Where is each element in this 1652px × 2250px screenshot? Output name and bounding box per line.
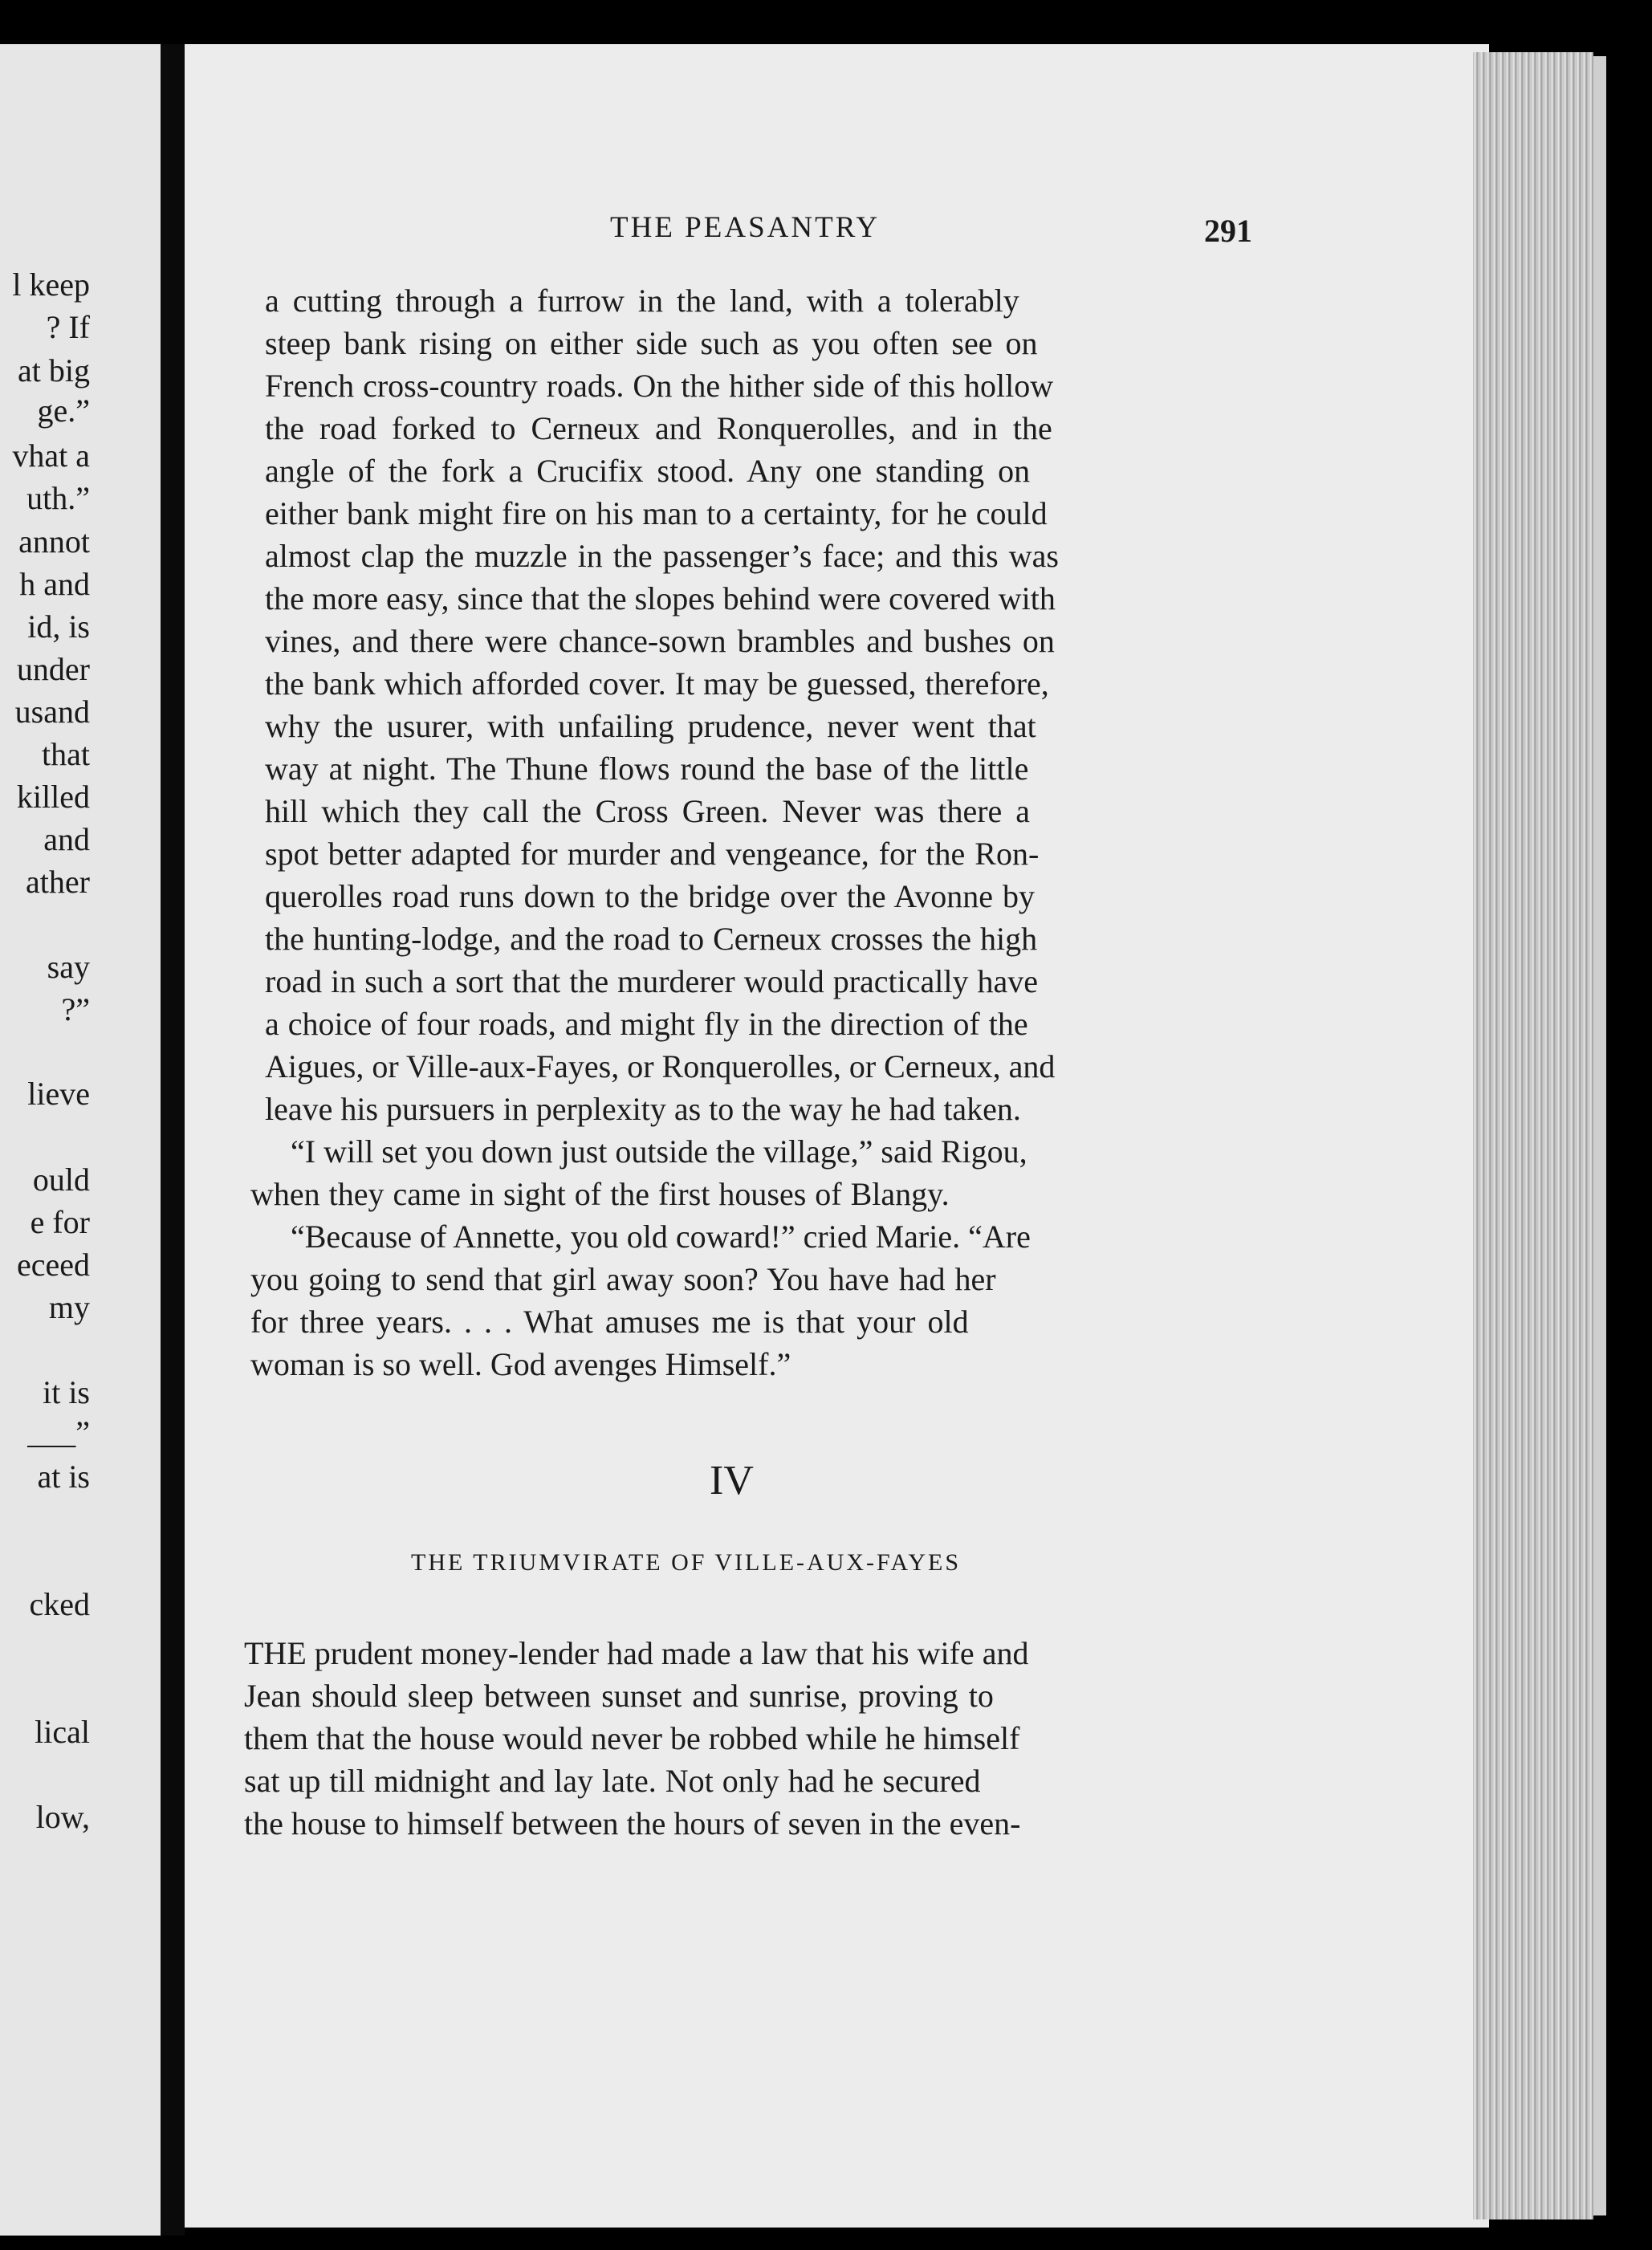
page-fore-edge bbox=[1473, 52, 1593, 2219]
previous-page-fragment: say bbox=[47, 949, 90, 985]
previous-page-fragment: lieve bbox=[27, 1076, 90, 1112]
previous-page-fragment: killed bbox=[16, 779, 90, 815]
text-line: when they came in sight of the first houses of Blangy. bbox=[250, 1176, 950, 1212]
text-line: a cutting through a furrow in the land, with a tolerably bbox=[265, 283, 1019, 319]
previous-page-fragment: it is bbox=[43, 1374, 90, 1410]
page-number: 291 bbox=[1204, 213, 1252, 249]
text-line: road in such a sort that the murderer would practically have bbox=[265, 963, 1038, 999]
previous-page-fragment: ___” bbox=[27, 1414, 90, 1450]
text-line: leave his pursuers in perplexity as to the way he had taken. bbox=[265, 1091, 1021, 1127]
previous-page-fragment: that bbox=[42, 736, 90, 772]
text-line: for three years. . . . What amuses me is that your old bbox=[250, 1304, 969, 1340]
previous-page-fragment: lical bbox=[35, 1714, 90, 1750]
previous-page-fragment: h and bbox=[19, 566, 90, 602]
previous-page-fragment: ?” bbox=[61, 991, 90, 1027]
text-line: the hunting-lodge, and the road to Cerneux crosses the high bbox=[265, 921, 1038, 957]
text-line: the road forked to Cerneux and Ronquerolles, and in the bbox=[265, 410, 1052, 446]
text-line: why the usurer, with unfailing prudence, never went that bbox=[265, 708, 1036, 744]
previous-page-fragment: ould bbox=[32, 1162, 90, 1198]
book-cover-edge bbox=[1593, 56, 1606, 2215]
text-line: angle of the fork a Crucifix stood. Any one standing on bbox=[265, 453, 1031, 489]
previous-page-fragment: ather bbox=[26, 864, 90, 900]
text-line: French cross-country roads. On the hither side of this hollow bbox=[265, 368, 1054, 404]
chapter-numeral: IV bbox=[710, 1458, 754, 1503]
previous-page-fragment: low, bbox=[35, 1799, 90, 1835]
book-gutter bbox=[161, 44, 185, 2236]
previous-page-fragment: id, is bbox=[27, 608, 90, 645]
previous-page-fragment: ? If bbox=[46, 309, 90, 345]
text-line: steep bank rising on either side such as you often see on bbox=[265, 325, 1038, 361]
previous-page-fragment: ge.” bbox=[37, 393, 90, 429]
previous-page-fragment: at big bbox=[18, 352, 90, 389]
text-line: Aigues, or Ville-aux-Fayes, or Ronquerolles, or Cerneux, and bbox=[265, 1048, 1056, 1084]
previous-page-edge bbox=[0, 44, 161, 2236]
previous-page-fragment: usand bbox=[14, 694, 90, 730]
previous-page-fragment: and bbox=[43, 821, 90, 857]
text-line: THE prudent money-lender had made a law that his wife and bbox=[244, 1635, 1029, 1671]
text-line: “I will set you down just outside the village,” said Rigou, bbox=[291, 1133, 1027, 1170]
previous-page-fragment: annot bbox=[18, 523, 90, 559]
text-line: the house to himself between the hours of seven in the even- bbox=[244, 1805, 1021, 1841]
text-line: way at night. The Thune flows round the base of the little bbox=[265, 751, 1029, 787]
text-line: hill which they call the Cross Green. Never was there a bbox=[265, 793, 1031, 829]
previous-page-fragment: at is bbox=[37, 1459, 90, 1495]
text-line: woman is so well. God avenges Himself.” bbox=[250, 1346, 791, 1382]
previous-page-fragment: cked bbox=[29, 1586, 90, 1622]
text-line: querolles road runs down to the bridge over the Avonne by bbox=[265, 878, 1036, 914]
text-line: spot better adapted for murder and vengeance, for the Ron- bbox=[265, 836, 1040, 872]
previous-page-fragment: my bbox=[48, 1289, 90, 1325]
text-line: you going to send that girl away soon? You have had her bbox=[250, 1261, 996, 1297]
text-line: vines, and there were chance-sown brambles and bushes on bbox=[265, 623, 1055, 659]
chapter-title: THE TRIUMVIRATE OF VILLE-AUX-FAYES bbox=[411, 1549, 962, 1576]
previous-page-fragment: e for bbox=[30, 1204, 90, 1240]
previous-page-fragment: vhat a bbox=[12, 437, 90, 474]
text-line: a choice of four roads, and might fly in the direction of the bbox=[265, 1006, 1028, 1042]
text-line: them that the house would never be robbed while he himself bbox=[244, 1720, 1020, 1756]
running-head: THE PEASANTRY bbox=[610, 211, 881, 244]
text-line: the bank which afforded cover. It may be guessed, therefore, bbox=[265, 665, 1049, 702]
previous-page-fragment: under bbox=[16, 651, 90, 687]
text-line: almost clap the muzzle in the passenger’s face; and this was bbox=[265, 538, 1059, 574]
text-line: Jean should sleep between sunset and sunrise, proving to bbox=[244, 1678, 994, 1714]
text-line: the more easy, since that the slopes behind were covered with bbox=[265, 580, 1056, 616]
text-line: either bank might fire on his man to a certainty, for he could bbox=[265, 495, 1048, 531]
previous-page-fragment: uth.” bbox=[26, 480, 90, 516]
previous-page-fragment: l keep bbox=[12, 267, 90, 303]
text-line: sat up till midnight and lay late. Not only had he secured bbox=[244, 1763, 981, 1799]
previous-page-fragment: eceed bbox=[16, 1247, 90, 1283]
text-line: “Because of Annette, you old coward!” cried Marie. “Are bbox=[291, 1219, 1031, 1255]
